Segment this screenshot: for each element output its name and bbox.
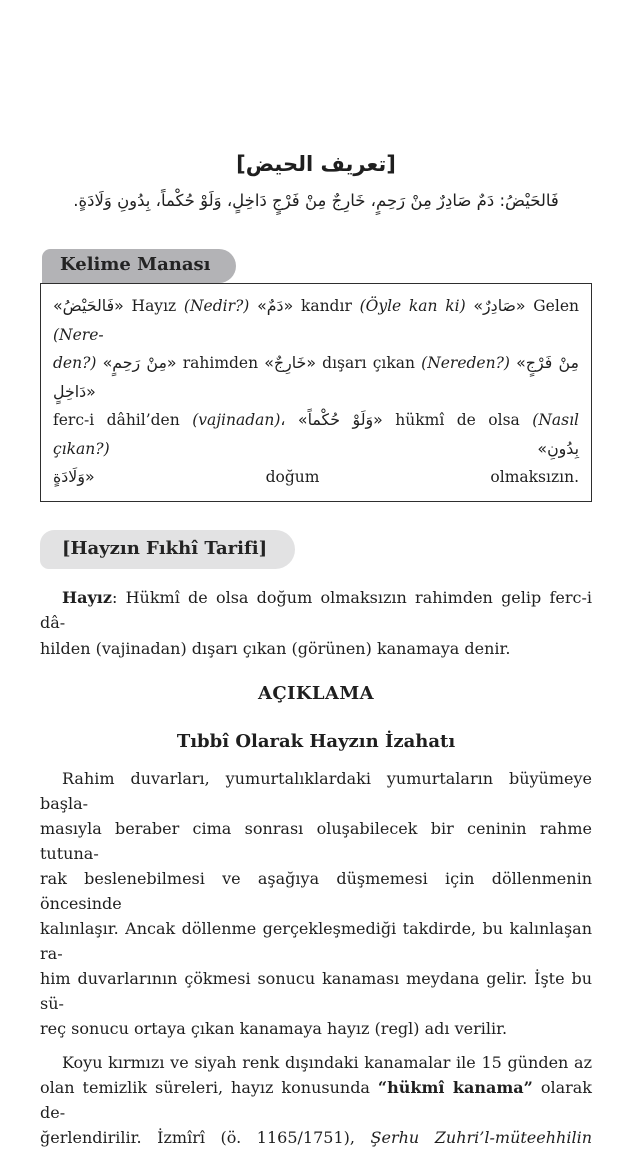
text-segment: masıyla beraber cima sonrası oluşabilecek bir ceninin rahme tutuna-	[40, 819, 592, 863]
text-segment: “hükmî kanama”	[377, 1078, 533, 1097]
arabic-term: «مِنْ رَحِمٍ»	[102, 353, 177, 372]
arabic-term: وَلَادَةٍ»	[53, 467, 95, 486]
arabic-term: «مِنْ فَرْجٍ دَاخِلٍ»	[53, 353, 579, 401]
text-segment: ğerlendirilir. İzmîrî (ö. 1165/1751),	[40, 1128, 371, 1147]
text-segment: Gelen	[525, 297, 579, 315]
arabic-term: «وَلَوْ حُكْماً»	[297, 410, 383, 429]
body-paragraph-1	[40, 766, 592, 1041]
text-line	[53, 349, 579, 406]
text-line	[40, 1016, 592, 1041]
text-segment: hilden (vajinadan) dışarı çıkan (görünen) kanamaya denir.	[40, 638, 511, 658]
text-segment	[110, 440, 538, 458]
text-line	[40, 966, 592, 1016]
text-segment: (Nasıl çıkan?)	[53, 411, 579, 458]
text-line	[40, 1075, 592, 1125]
text-line	[40, 636, 592, 662]
text-segment: Rahim duvarları, yumurtalıklardaki yumurtaların büyümeye başla-	[40, 769, 592, 813]
text-segment: Hayız	[123, 297, 184, 315]
text-segment: rak beslenebilmesi ve aşağıya düşmemesi için döllenmenin öncesinde	[40, 869, 592, 913]
text-segment: (Nere-	[53, 325, 104, 344]
text-segment: Şerhu Zuhri’l-müteehhilin	[370, 1128, 593, 1147]
text-segment: : Hükmî de olsa doğum olmaksızın rahimden gelip ferc-i dâ-	[40, 587, 592, 632]
text-segment: Hayız	[62, 587, 112, 607]
text-line	[40, 585, 592, 636]
body-paragraph-2	[40, 1050, 592, 1150]
text-line	[40, 916, 592, 966]
text-segment: (Nereden?)	[421, 354, 510, 372]
text-line	[40, 766, 592, 816]
text-segment: reç sonucu ortaya çıkan kanamaya hayız (regl) adı verilir.	[40, 1019, 508, 1038]
text-segment: rahimden	[176, 354, 265, 372]
text-segment: den?)	[53, 354, 97, 372]
text-segment: (Nedir?)	[183, 297, 250, 315]
medical-subheading: Tıbbî Olarak Hayzın İzahatı	[176, 731, 456, 752]
text-segment: dışarı çıkan	[316, 354, 422, 372]
text-segment: hükmî de olsa	[382, 411, 533, 429]
text-line	[40, 816, 592, 866]
text-line	[40, 1125, 592, 1150]
arabic-section-heading: [تعريف الحيض]	[236, 152, 396, 176]
word-meaning-box	[40, 283, 592, 502]
arabic-term: «صَادِرٌ»	[473, 296, 526, 315]
text-segment: Koyu kırmızı ve siyah renk dışındaki kanamalar ile 15 günden az	[62, 1053, 592, 1072]
text-segment: (Öyle kan ki)	[359, 297, 466, 315]
arabic-definition-line: فَالحَيْضُ: دَمٌ صَادِرٌ مِنْ رَحِمٍ، خَارِجٌ مِنْ فَرْجٍ دَاخِلٍ، وَلَوْ حُكْماً، بِدُونِ وَلَادَةٍ.	[73, 191, 559, 210]
text-segment: olarak de-	[40, 1078, 592, 1122]
arabic-term: «خَارِجٌ»	[264, 353, 316, 372]
text-segment: ferc-i dâhil’den	[53, 411, 193, 429]
aciklama-heading: AÇIKLAMA	[257, 683, 375, 704]
arabic-term: «دَمٌ»	[257, 296, 294, 315]
hayzin-fikhi-tarifi-tab: [Hayzın Fıkhî Tarifi]	[40, 530, 295, 569]
text-line	[40, 866, 592, 916]
text-segment: kalınlaşır. Ancak döllenme gerçekleşmediği takdirde, bu kalınlaşan ra-	[40, 919, 592, 963]
arabic-term: «فَالحَيْضُ»	[53, 296, 124, 315]
text-segment: ،	[280, 411, 298, 429]
book-page	[0, 148, 632, 1147]
fiqh-definition-paragraph	[40, 585, 592, 662]
text-segment	[249, 297, 257, 315]
text-segment: him duvarlarının çökmesi sonucu kanaması meydana gelir. İşte bu sü-	[40, 969, 592, 1013]
text-segment: kandır	[293, 297, 360, 315]
arabic-term: «بِدُونِ	[537, 438, 579, 458]
text-line	[53, 463, 579, 492]
text-segment: (vajinadan)	[192, 411, 281, 429]
text-line	[53, 406, 579, 463]
text-segment: olan temizlik süreleri, hayız konusunda	[40, 1078, 378, 1097]
text-line	[53, 292, 579, 349]
kelime-manasi-tab: Kelime Manası	[42, 249, 236, 283]
text-segment: doğum olmaksızın.	[94, 468, 579, 486]
text-line	[40, 1050, 592, 1075]
